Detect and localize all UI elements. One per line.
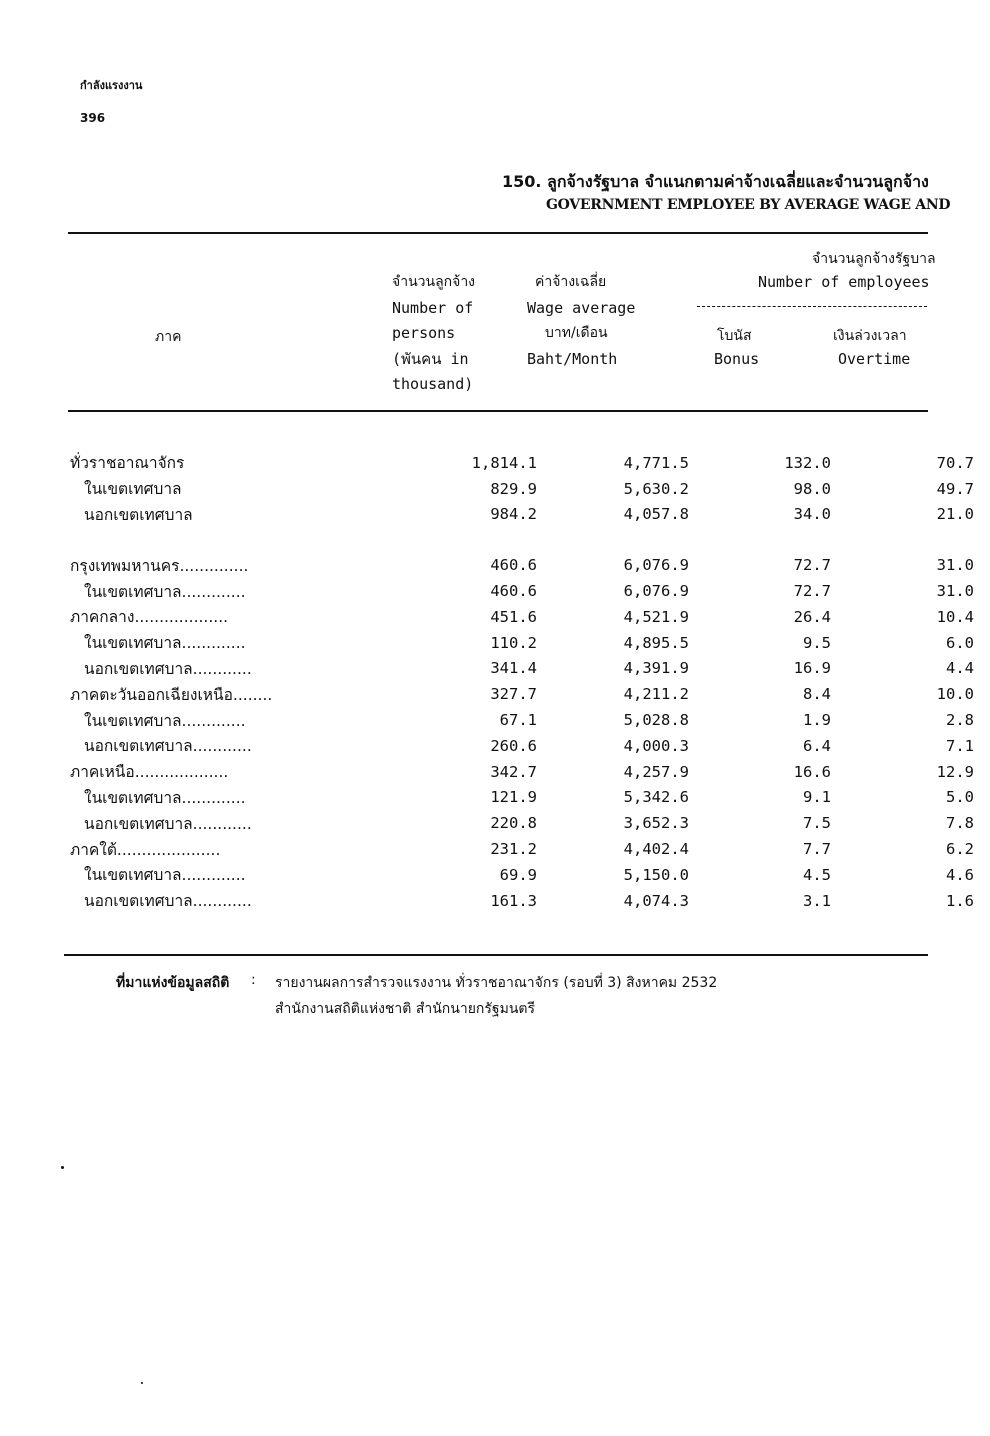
row-label: นอกเขตเทศบาล............ (84, 659, 252, 678)
table-row (70, 888, 974, 914)
table-row (70, 862, 974, 888)
persons-header-line3: persons (392, 324, 456, 342)
cell-persons: 327.7 (490, 685, 537, 704)
cell-bonus: 7.5 (803, 814, 831, 833)
cell-wage: 5,342.6 (623, 788, 689, 807)
table-row (70, 502, 974, 528)
cell-bonus: 1.9 (803, 711, 831, 730)
employees-group-header-english: Number of employees (758, 273, 930, 291)
column-header-bonus: Bonus (714, 350, 760, 368)
cell-overtime: 49.7 (936, 479, 974, 498)
cell-overtime: 12.9 (936, 762, 974, 781)
cell-overtime: 6.2 (946, 840, 974, 859)
row-label: นอกเขตเทศบาล............ (84, 892, 252, 911)
cell-persons: 220.8 (490, 814, 537, 833)
table-row (70, 785, 974, 811)
cell-overtime: 21.0 (936, 505, 974, 524)
row-label: ในเขตเทศบาล............. (84, 582, 246, 601)
wage-header-line3: บาท/เดือน (545, 325, 608, 341)
persons-header-line2: Number of (392, 298, 474, 317)
data-table (70, 450, 974, 914)
persons-header-thai: จำนวนลูกจ้าง (392, 274, 476, 290)
table-title-english: GOVERNMENT EMPLOYEE BY AVERAGE WAGE AND (546, 197, 951, 213)
table-title-thai: 150. ลูกจ้างรัฐบาล จำแนกตามค่าจ้างเฉลี่ยและจำนวนลูกจ้าง (502, 172, 929, 191)
wage-header-thai: ค่าจ้างเฉลี่ย (535, 274, 607, 290)
cell-wage: 5,150.0 (623, 865, 689, 884)
cell-persons: 1,814.1 (471, 453, 537, 472)
table-row (70, 759, 974, 785)
cell-bonus: 9.1 (803, 788, 831, 807)
table-row (70, 630, 974, 656)
cell-overtime: 6.0 (946, 633, 974, 652)
cell-bonus: 72.7 (793, 556, 831, 575)
column-header-wage (527, 270, 647, 372)
column-header-bonus-thai: โบนัส (717, 328, 752, 344)
source-line-2: สำนักงานสถิติแห่งชาติ สำนักนายกรัฐมนตรี (275, 1001, 536, 1017)
cell-overtime: 4.6 (946, 865, 974, 884)
row-label: นอกเขตเทศบาล (84, 505, 193, 524)
cell-persons: 231.2 (490, 840, 537, 859)
table-row (70, 578, 974, 604)
column-header-region: ภาค (155, 329, 182, 345)
wage-header-line4: Baht/Month (527, 349, 618, 368)
cell-overtime: 70.7 (936, 453, 974, 472)
stray-mark (141, 1382, 143, 1384)
cell-bonus: 34.0 (793, 505, 831, 524)
employees-group-header-thai: จำนวนลูกจ้างรัฐบาล (812, 251, 936, 267)
row-label: ภาคกลาง................... (70, 608, 229, 627)
cell-overtime: 1.6 (946, 891, 974, 910)
data-block-whole-kingdom (70, 450, 974, 527)
cell-wage: 4,057.8 (623, 505, 689, 524)
table-row (70, 552, 974, 578)
cell-persons: 829.9 (490, 479, 537, 498)
cell-persons: 121.9 (490, 788, 537, 807)
cell-persons: 260.6 (490, 736, 537, 755)
cell-wage: 4,521.9 (623, 607, 689, 626)
persons-header-line4: (พันคน in (392, 349, 469, 368)
cell-bonus: 4.5 (803, 865, 831, 884)
cell-overtime: 10.4 (936, 607, 974, 626)
cell-wage: 4,074.3 (623, 891, 689, 910)
header-bottom-rule (68, 410, 928, 412)
data-block-regions (70, 552, 974, 913)
cell-overtime: 31.0 (936, 556, 974, 575)
cell-wage: 4,211.2 (623, 685, 689, 704)
row-label: ในเขตเทศบาล............. (84, 634, 246, 653)
cell-overtime: 31.0 (936, 582, 974, 601)
row-label: ภาคใต้..................... (70, 840, 221, 859)
source-line-1: รายงานผลการสำรวจแรงงาน ทั่วราชอาณาจักร (รอบที่ 3) สิงหาคม 2532 (275, 975, 718, 991)
source-label: ที่มาแห่งข้อมูลสถิติ (116, 975, 230, 991)
cell-persons: 451.6 (490, 607, 537, 626)
cell-wage: 4,895.5 (623, 633, 689, 652)
cell-wage: 4,402.4 (623, 840, 689, 859)
cell-bonus: 26.4 (793, 607, 831, 626)
wage-header-line2: Wage average (527, 298, 636, 317)
cell-bonus: 3.1 (803, 891, 831, 910)
cell-bonus: 132.0 (784, 453, 831, 472)
running-head: กำลังแรงงาน (80, 79, 143, 92)
cell-wage: 6,076.9 (623, 582, 689, 601)
row-label: ภาคเหนือ................... (70, 763, 229, 782)
cell-persons: 67.1 (499, 711, 537, 730)
table-row (70, 604, 974, 630)
table-row (70, 733, 974, 759)
table-row (70, 656, 974, 682)
table-row (70, 707, 974, 733)
cell-bonus: 6.4 (803, 736, 831, 755)
column-header-persons (392, 270, 482, 398)
cell-persons: 460.6 (490, 556, 537, 575)
cell-persons: 342.7 (490, 762, 537, 781)
row-label: นอกเขตเทศบาล............ (84, 814, 252, 833)
cell-persons: 341.4 (490, 659, 537, 678)
cell-persons: 110.2 (490, 633, 537, 652)
source-separator: : (251, 972, 256, 988)
cell-bonus: 9.5 (803, 633, 831, 652)
cell-wage: 5,028.8 (623, 711, 689, 730)
cell-overtime: 7.1 (946, 736, 974, 755)
cell-bonus: 72.7 (793, 582, 831, 601)
row-label: ในเขตเทศบาล............. (84, 866, 246, 885)
cell-overtime: 7.8 (946, 814, 974, 833)
table-row (70, 836, 974, 862)
cell-persons: 69.9 (499, 865, 537, 884)
row-label: ในเขตเทศบาล............. (84, 788, 246, 807)
row-label: นอกเขตเทศบาล............ (84, 737, 252, 756)
row-label: ในเขตเทศบาล............. (84, 711, 246, 730)
page-number: 396 (80, 111, 106, 125)
cell-overtime: 10.0 (936, 685, 974, 704)
cell-wage: 4,391.9 (623, 659, 689, 678)
cell-persons: 984.2 (490, 505, 537, 524)
cell-persons: 460.6 (490, 582, 537, 601)
table-bottom-rule (64, 954, 928, 956)
cell-overtime: 4.4 (946, 659, 974, 678)
employees-group-rule (697, 306, 927, 307)
cell-bonus: 16.9 (793, 659, 831, 678)
spacer (70, 527, 974, 552)
row-label: ทั่วราชอาณาจักร (70, 454, 185, 473)
cell-persons: 161.3 (490, 891, 537, 910)
table-row (70, 681, 974, 707)
cell-bonus: 16.6 (793, 762, 831, 781)
cell-bonus: 7.7 (803, 840, 831, 859)
cell-overtime: 5.0 (946, 788, 974, 807)
cell-wage: 4,771.5 (623, 453, 689, 472)
table-row (70, 810, 974, 836)
cell-wage: 4,000.3 (623, 736, 689, 755)
cell-wage: 4,257.9 (623, 762, 689, 781)
row-label: กรุงเทพมหานคร.............. (70, 556, 249, 575)
cell-wage: 5,630.2 (623, 479, 689, 498)
cell-bonus: 98.0 (793, 479, 831, 498)
column-header-overtime-thai: เงินล่วงเวลา (833, 328, 907, 344)
persons-header-line5: thousand) (392, 375, 474, 393)
column-header-overtime: Overtime (838, 350, 911, 368)
row-label: ในเขตเทศบาล (84, 480, 182, 499)
cell-wage: 3,652.3 (623, 814, 689, 833)
cell-wage: 6,076.9 (623, 556, 689, 575)
table-row (70, 476, 974, 502)
cell-overtime: 2.8 (946, 711, 974, 730)
cell-bonus: 8.4 (803, 685, 831, 704)
header-top-rule (68, 232, 928, 234)
row-label: ภาคตะวันออกเฉียงเหนือ........ (70, 685, 273, 704)
stray-mark (61, 1166, 64, 1169)
table-row (70, 450, 974, 476)
